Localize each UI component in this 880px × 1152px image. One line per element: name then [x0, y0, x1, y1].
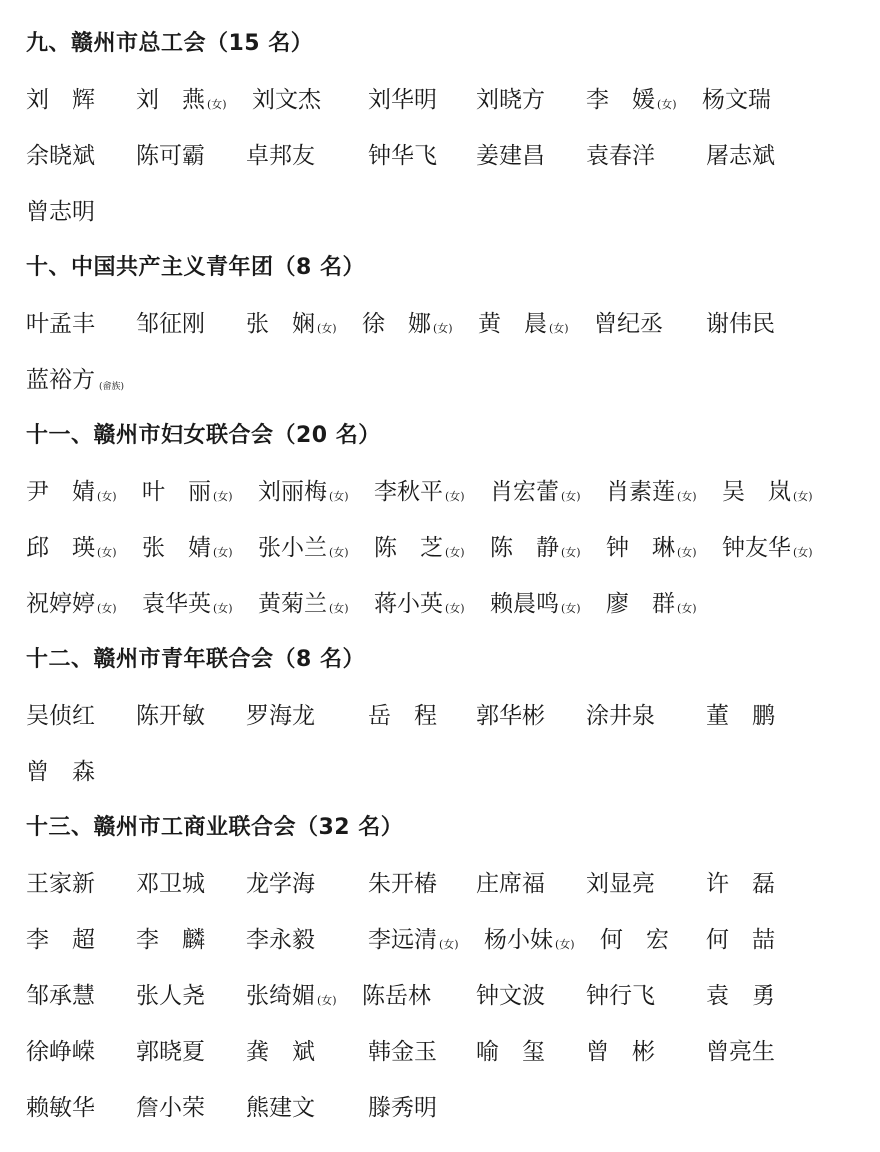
member-name: 李 超	[26, 927, 95, 953]
member-entry	[142, 472, 233, 512]
name-row	[26, 920, 866, 976]
member-entry	[26, 752, 95, 792]
member-name: 王家新	[26, 871, 95, 897]
member-entry	[594, 304, 663, 344]
member-entry	[136, 696, 205, 736]
member-entry	[136, 1088, 205, 1128]
member-entry	[586, 696, 655, 736]
member-name: 刘 燕	[136, 87, 205, 113]
member-name: 钟华飞	[368, 143, 437, 169]
member-name: 刘显亮	[586, 871, 655, 897]
name-row	[26, 584, 866, 640]
member-name: 曾亮生	[706, 1039, 775, 1065]
member-entry	[706, 1032, 775, 1072]
name-row	[26, 696, 866, 752]
member-note: (女)	[317, 322, 337, 335]
member-entry	[484, 920, 575, 960]
name-row	[26, 304, 866, 360]
member-entry	[606, 584, 697, 624]
member-name: 徐峥嵘	[26, 1039, 95, 1065]
member-name: 张 娴	[246, 311, 315, 337]
member-entry	[246, 976, 337, 1016]
member-name: 陈 芝	[374, 535, 443, 561]
member-entry	[26, 472, 117, 512]
member-note: (女)	[439, 938, 459, 951]
member-entry	[258, 584, 349, 624]
member-entry	[136, 920, 205, 960]
member-entry	[362, 976, 431, 1016]
member-note: (女)	[555, 938, 575, 951]
member-name: 龙学海	[246, 871, 315, 897]
name-row	[26, 472, 866, 528]
member-entry	[136, 136, 205, 176]
member-note: (女)	[445, 490, 465, 503]
member-name: 曾 森	[26, 759, 95, 785]
member-entry	[374, 472, 465, 512]
member-entry	[246, 304, 337, 344]
member-name: 叶孟丰	[26, 311, 95, 337]
name-row	[26, 136, 866, 192]
member-entry	[600, 920, 669, 960]
member-entry	[246, 1088, 315, 1128]
member-name: 郭晓夏	[136, 1039, 205, 1065]
member-entry	[586, 80, 677, 120]
member-entry	[252, 80, 321, 120]
member-entry	[706, 920, 775, 960]
member-name: 罗海龙	[246, 703, 315, 729]
member-note: (女)	[677, 490, 697, 503]
name-row	[26, 528, 866, 584]
member-name: 蒋小英	[374, 591, 443, 617]
document-page	[26, 24, 866, 1144]
member-name: 尹 婧	[26, 479, 95, 505]
member-entry	[606, 528, 697, 568]
member-name: 许 磊	[706, 871, 775, 897]
member-entry	[368, 920, 459, 960]
member-name: 肖宏蕾	[490, 479, 559, 505]
member-entry	[26, 80, 95, 120]
member-note: (女)	[329, 490, 349, 503]
member-name: 李永毅	[246, 927, 315, 953]
member-note: (女)	[793, 546, 813, 559]
member-name: 徐 娜	[362, 311, 431, 337]
member-entry	[26, 864, 95, 904]
member-entry	[26, 192, 95, 232]
member-entry	[26, 920, 95, 960]
member-name: 曾 彬	[586, 1039, 655, 1065]
member-name: 余晓斌	[26, 143, 95, 169]
member-note: (女)	[213, 602, 233, 615]
member-name: 刘晓方	[476, 87, 545, 113]
name-row	[26, 80, 866, 136]
member-entry	[136, 80, 227, 120]
name-row	[26, 1032, 866, 1088]
member-name: 袁华英	[142, 591, 211, 617]
member-note: (女)	[329, 546, 349, 559]
member-entry	[246, 920, 315, 960]
member-note: (女)	[213, 490, 233, 503]
member-name: 陈 静	[490, 535, 559, 561]
member-entry	[368, 696, 437, 736]
member-name: 杨小妹	[484, 927, 553, 953]
member-entry	[586, 976, 655, 1016]
member-name: 刘 辉	[26, 87, 95, 113]
member-name: 张 婧	[142, 535, 211, 561]
member-entry	[246, 1032, 315, 1072]
member-name: 廖 群	[606, 591, 675, 617]
member-entry	[490, 528, 581, 568]
member-name: 黄菊兰	[258, 591, 327, 617]
member-entry	[586, 136, 655, 176]
name-row	[26, 752, 866, 808]
member-entry	[706, 304, 775, 344]
member-note: (女)	[329, 602, 349, 615]
name-row	[26, 192, 866, 248]
member-name: 张人尧	[136, 983, 205, 1009]
member-entry	[722, 472, 813, 512]
member-entry	[490, 584, 581, 624]
member-name: 邓卫城	[136, 871, 205, 897]
member-name: 袁 勇	[706, 983, 775, 1009]
member-note: (女)	[97, 490, 117, 503]
name-row	[26, 976, 866, 1032]
member-entry	[368, 1032, 437, 1072]
member-name: 黄 晨	[478, 311, 547, 337]
member-entry	[706, 976, 775, 1016]
member-entry	[26, 304, 95, 344]
member-entry	[246, 696, 315, 736]
member-name: 曾纪丞	[594, 311, 663, 337]
member-entry	[258, 472, 349, 512]
member-entry	[26, 1088, 95, 1128]
member-entry	[26, 1032, 95, 1072]
member-note: (女)	[561, 602, 581, 615]
member-note: (女)	[97, 546, 117, 559]
member-name: 姜建昌	[476, 143, 545, 169]
member-note: (女)	[317, 994, 337, 1007]
section-heading: 十二、赣州市青年联合会（8 名）	[26, 647, 365, 672]
member-name: 祝婷婷	[26, 591, 95, 617]
member-note: (女)	[97, 602, 117, 615]
member-entry	[136, 864, 205, 904]
member-entry	[706, 696, 775, 736]
member-entry	[368, 80, 437, 120]
member-name: 何 宏	[600, 927, 669, 953]
section-heading: 九、赣州市总工会（15 名）	[26, 31, 314, 56]
name-row	[26, 360, 866, 416]
member-name: 刘文杰	[252, 87, 321, 113]
member-name: 蓝裕方	[26, 367, 95, 393]
member-name: 袁春洋	[586, 143, 655, 169]
member-name: 岳 程	[368, 703, 437, 729]
member-name: 张绮媚	[246, 983, 315, 1009]
member-name: 卓邦友	[246, 143, 315, 169]
member-entry	[26, 696, 95, 736]
member-entry	[136, 976, 205, 1016]
member-note: (女)	[657, 98, 677, 111]
member-name: 涂井泉	[586, 703, 655, 729]
member-name: 陈可霸	[136, 143, 205, 169]
member-name: 李 媛	[586, 87, 655, 113]
member-name: 钟 琳	[606, 535, 675, 561]
member-note: (女)	[213, 546, 233, 559]
member-name: 钟友华	[722, 535, 791, 561]
member-name: 朱开椿	[368, 871, 437, 897]
member-entry	[476, 696, 545, 736]
member-name: 叶 丽	[142, 479, 211, 505]
member-entry	[476, 976, 545, 1016]
member-note: (女)	[549, 322, 569, 335]
member-entry	[702, 80, 771, 120]
member-entry	[368, 864, 437, 904]
member-name: 曾志明	[26, 199, 95, 225]
member-note: (女)	[207, 98, 227, 111]
member-name: 李 麟	[136, 927, 205, 953]
member-note: (女)	[793, 490, 813, 503]
member-note: (女)	[433, 322, 453, 335]
member-entry	[246, 136, 315, 176]
member-note: (女)	[561, 546, 581, 559]
member-name: 吴侦红	[26, 703, 95, 729]
member-entry	[368, 1088, 437, 1128]
member-note: (女)	[445, 602, 465, 615]
member-entry	[706, 864, 775, 904]
member-entry	[476, 864, 545, 904]
member-name: 肖素莲	[606, 479, 675, 505]
member-name: 谢伟民	[706, 311, 775, 337]
member-entry	[374, 584, 465, 624]
member-name: 邱 瑛	[26, 535, 95, 561]
member-entry	[722, 528, 813, 568]
member-name: 赖敏华	[26, 1095, 95, 1121]
member-entry	[136, 1032, 205, 1072]
member-name: 邹征刚	[136, 311, 205, 337]
member-name: 屠志斌	[706, 143, 775, 169]
member-note: (女)	[445, 546, 465, 559]
member-note: (女)	[677, 602, 697, 615]
name-row	[26, 864, 866, 920]
member-entry	[258, 528, 349, 568]
name-row	[26, 1088, 866, 1144]
member-name: 董 鹏	[706, 703, 775, 729]
member-entry	[26, 360, 124, 400]
member-entry	[374, 528, 465, 568]
member-name: 何 喆	[706, 927, 775, 953]
member-entry	[490, 472, 581, 512]
member-note: (女)	[561, 490, 581, 503]
member-name: 刘丽梅	[258, 479, 327, 505]
member-entry	[586, 864, 655, 904]
member-entry	[606, 472, 697, 512]
member-name: 郭华彬	[476, 703, 545, 729]
member-name: 陈开敏	[136, 703, 205, 729]
member-name: 杨文瑞	[702, 87, 771, 113]
member-entry	[26, 136, 95, 176]
member-name: 李远清	[368, 927, 437, 953]
member-name: 赖晨鸣	[490, 591, 559, 617]
section-heading: 十三、赣州市工商业联合会（32 名）	[26, 815, 404, 840]
member-name: 吴 岚	[722, 479, 791, 505]
member-entry	[142, 528, 233, 568]
member-name: 钟行飞	[586, 983, 655, 1009]
member-name: 龚 斌	[246, 1039, 315, 1065]
member-entry	[478, 304, 569, 344]
member-entry	[476, 80, 545, 120]
member-entry	[26, 528, 117, 568]
member-entry	[26, 976, 95, 1016]
member-note: (女)	[677, 546, 697, 559]
section-heading: 十一、赣州市妇女联合会（20 名）	[26, 423, 381, 448]
member-name: 庄席福	[476, 871, 545, 897]
member-name: 张小兰	[258, 535, 327, 561]
member-name: 熊建文	[246, 1095, 315, 1121]
member-entry	[476, 136, 545, 176]
member-name: 刘华明	[368, 87, 437, 113]
member-name: 李秋平	[374, 479, 443, 505]
member-entry	[136, 304, 205, 344]
member-name: 滕秀明	[368, 1095, 437, 1121]
member-entry	[706, 136, 775, 176]
member-entry	[246, 864, 315, 904]
member-entry	[368, 136, 437, 176]
member-entry	[362, 304, 453, 344]
member-entry	[586, 1032, 655, 1072]
section-heading: 十、中国共产主义青年团（8 名）	[26, 255, 365, 280]
member-name: 邹承慧	[26, 983, 95, 1009]
member-entry	[26, 584, 117, 624]
member-note: (畲族)	[99, 382, 125, 392]
member-entry	[142, 584, 233, 624]
member-entry	[476, 1032, 545, 1072]
member-name: 钟文波	[476, 983, 545, 1009]
member-name: 韩金玉	[368, 1039, 437, 1065]
member-name: 陈岳林	[362, 983, 431, 1009]
member-name: 詹小荣	[136, 1095, 205, 1121]
member-name: 喻 玺	[476, 1039, 545, 1065]
